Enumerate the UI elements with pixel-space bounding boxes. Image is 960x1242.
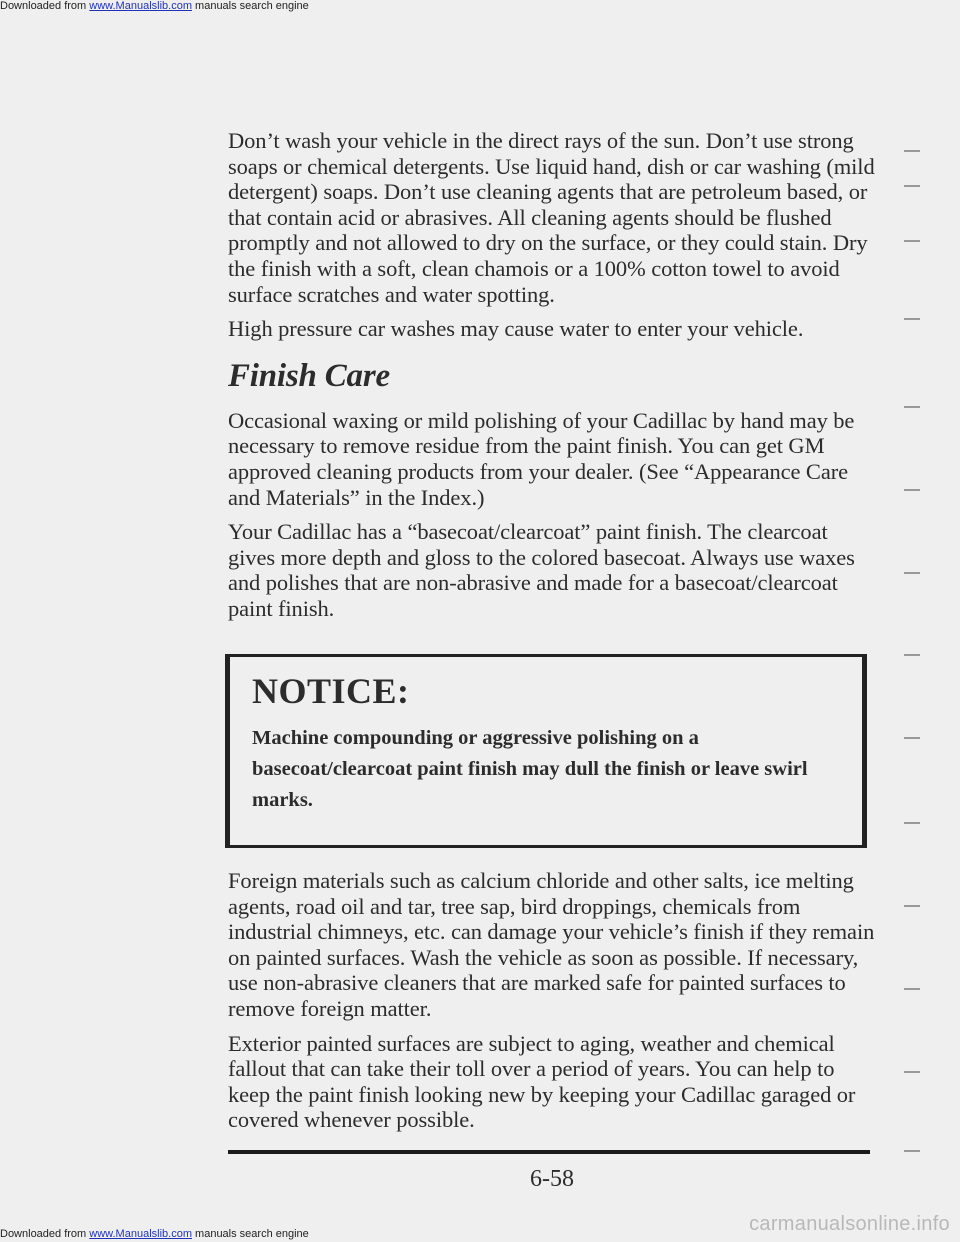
edge-mark bbox=[904, 150, 920, 152]
banner-prefix: Downloaded from bbox=[0, 1228, 90, 1240]
banner-suffix: manuals search engine bbox=[191, 1228, 309, 1240]
page-content-bottom bbox=[228, 868, 878, 1142]
edge-mark bbox=[904, 572, 920, 574]
paragraph-basecoat: Your Cadillac has a “basecoat/clearcoat” paint finish. The clearcoat gives more depth and gloss to the colored basecoat. Always use waxes and polishes that are non-abrasive and made for a basecoat/clearcoat paint finish. bbox=[228, 519, 855, 621]
edge-mark bbox=[904, 318, 920, 320]
notice-title: NOTICE: bbox=[252, 671, 410, 711]
notice-box bbox=[225, 654, 867, 848]
edge-mark bbox=[904, 822, 920, 824]
watermark: carmanualsonline.info bbox=[749, 1213, 950, 1235]
edge-mark bbox=[904, 185, 920, 187]
notice-text: Machine compounding or aggressive polishing on a basecoat/clearcoat paint finish may dull the finish or leave swirl marks. bbox=[252, 727, 808, 811]
edge-mark bbox=[904, 654, 920, 656]
edge-mark bbox=[904, 905, 920, 907]
edge-mark bbox=[904, 240, 920, 242]
paragraph-exterior-aging: Exterior painted surfaces are subject to aging, weather and chemical fallout that can take their toll over a period of years. You can help to keep the paint finish looking new by keeping your Cadillac garaged or covered whenever possible. bbox=[228, 1030, 856, 1133]
page-content-top bbox=[228, 128, 878, 631]
edge-mark bbox=[904, 1071, 920, 1073]
edge-mark bbox=[904, 988, 920, 990]
paragraph-washing: Don’t wash your vehicle in the direct rays of the sun. Don’t use strong soaps or chemical detergents. Use liquid hand, dish or car washing (mild detergent) soaps. Don’t use cleaning agents that are petroleum based, or that contain acid or abrasives. All cleaning agents should be flushed promptly and not allowed to dry on the surface, or they could stain. Dry the finish with a soft, clean chamois or a 100% cotton towel to avoid surface scratches and water spotting. bbox=[228, 128, 875, 307]
manualslib-link[interactable]: www.Manualslib.com bbox=[89, 1228, 192, 1240]
edge-mark bbox=[904, 737, 920, 739]
page-number: 6-58 bbox=[530, 1166, 574, 1192]
footer-rule bbox=[228, 1150, 870, 1154]
edge-mark bbox=[904, 406, 920, 408]
paragraph-foreign-materials: Foreign materials such as calcium chloride and other salts, ice melting agents, road oil and tar, tree sap, bird droppings, chemicals from industrial chimneys, etc. can damage your vehicle’s finish if they remain on painted surfaces. Wash the vehicle as soon as possible. If necessary, use non-abrasive cleaners that are marked safe for painted surfaces to remove foreign matter. bbox=[228, 868, 875, 1021]
banner-prefix: Downloaded from bbox=[0, 0, 90, 12]
download-banner-bottom bbox=[0, 1228, 309, 1240]
manualslib-link[interactable]: www.Manualslib.com bbox=[89, 0, 192, 12]
section-title: Finish Care bbox=[228, 357, 390, 394]
edge-mark bbox=[904, 1150, 920, 1152]
paragraph-waxing: Occasional waxing or mild polishing of your Cadillac by hand may be necessary to remove residue from the paint finish. You can get GM approved cleaning products from your dealer. (See “Appearance Care and Materials” in the Index.) bbox=[228, 407, 855, 510]
paragraph-high-pressure: High pressure car washes may cause water to enter your vehicle. bbox=[228, 316, 804, 342]
edge-mark bbox=[904, 489, 920, 491]
download-banner-top bbox=[0, 0, 309, 12]
banner-suffix: manuals search engine bbox=[191, 0, 309, 12]
